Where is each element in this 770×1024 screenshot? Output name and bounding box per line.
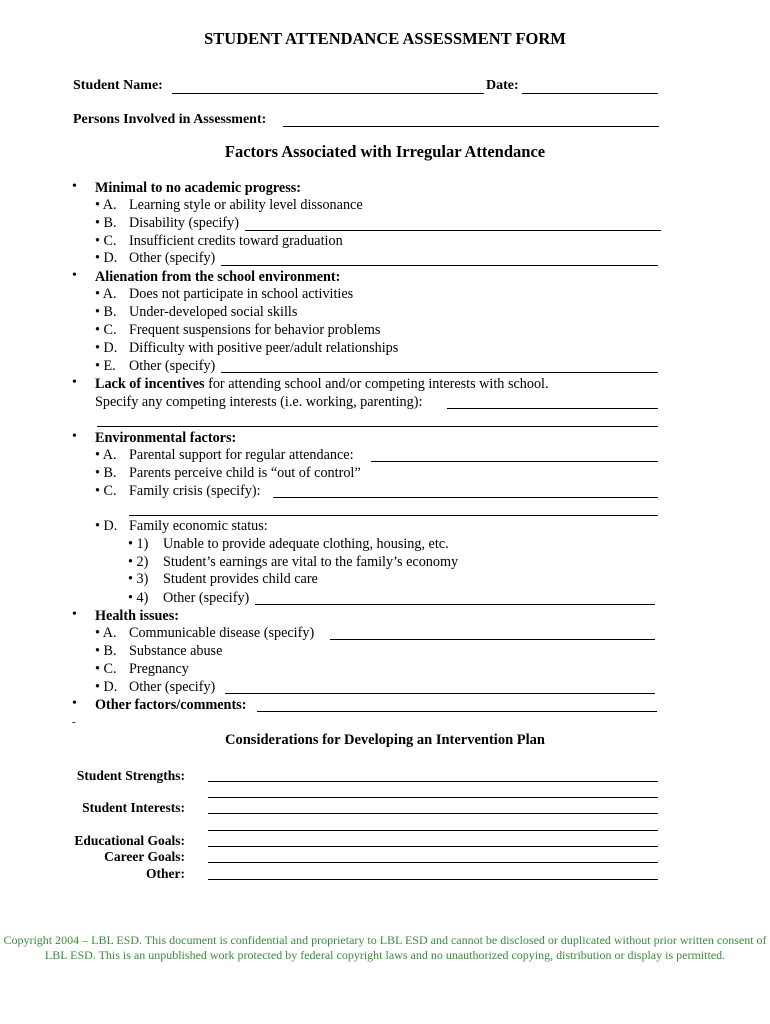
family-crisis-field-line-2[interactable] bbox=[129, 515, 658, 516]
economic-other-specify-field[interactable] bbox=[255, 604, 655, 605]
factors-section-title: Factors Associated with Irregular Attendance bbox=[224, 142, 546, 161]
environmental-item-b-text: Parents perceive child is “out of control” bbox=[129, 465, 361, 481]
other-considerations-label: Other: bbox=[146, 866, 185, 881]
economic-item-2-text: Student’s earnings are vital to the family’s economy bbox=[163, 554, 459, 570]
student-interests-field[interactable] bbox=[208, 813, 658, 814]
communicable-disease-field[interactable] bbox=[330, 639, 655, 640]
student-name-label: Student Name: bbox=[73, 78, 163, 93]
economic-item-1-text: Unable to provide adequate clothing, housing, etc. bbox=[163, 536, 449, 552]
incentives-heading-bold: Lack of incentives bbox=[95, 376, 205, 392]
alienation-item-d-letter: • D. bbox=[95, 340, 118, 356]
alienation-item-c-text: Frequent suspensions for behavior problems bbox=[129, 322, 381, 338]
health-item-d-letter: • D. bbox=[95, 679, 118, 695]
minimal-item-c-letter: • C. bbox=[95, 233, 117, 249]
minimal-other-specify-field[interactable] bbox=[221, 265, 658, 266]
environmental-item-a-letter: • A. bbox=[95, 447, 117, 463]
persons-involved-label: Persons Involved in Assessment: bbox=[73, 112, 267, 127]
health-item-a-text: Communicable disease (specify) bbox=[129, 625, 315, 641]
minimal-item-b-letter: • B. bbox=[95, 215, 117, 231]
alienation-item-c-letter: • C. bbox=[95, 322, 117, 338]
student-strengths-label: Student Strengths: bbox=[76, 768, 185, 783]
student-strengths-field[interactable] bbox=[208, 781, 658, 782]
economic-item-1-num: • 1) bbox=[128, 536, 149, 552]
competing-interests-field[interactable] bbox=[447, 408, 658, 409]
student-interests-label: Student Interests: bbox=[82, 800, 185, 815]
environmental-item-c-letter: • C. bbox=[95, 483, 117, 499]
environmental-item-d-text: Family economic status: bbox=[129, 518, 268, 534]
environmental-heading: Environmental factors: bbox=[95, 430, 237, 446]
alienation-item-b-letter: • B. bbox=[95, 304, 117, 320]
economic-item-4-text: Other (specify) bbox=[163, 590, 250, 606]
minimal-item-c-text: Insufficient credits toward graduation bbox=[129, 233, 343, 249]
bullet-icon: • bbox=[72, 375, 77, 390]
health-item-d-text: Other (specify) bbox=[129, 679, 216, 695]
other-factors-label: Other factors/comments: bbox=[95, 697, 247, 713]
incentives-heading-rest: for attending school and/or competing interests with school. bbox=[204, 376, 549, 392]
minimal-progress-heading: Minimal to no academic progress: bbox=[95, 180, 301, 196]
competing-interests-field-line-2[interactable] bbox=[97, 426, 658, 427]
alienation-item-a-letter: • A. bbox=[95, 286, 117, 302]
environmental-item-c-text: Family crisis (specify): bbox=[129, 483, 261, 499]
bullet-icon: • bbox=[72, 179, 77, 194]
disability-specify-field[interactable] bbox=[245, 230, 661, 231]
alienation-heading: Alienation from the school environment: bbox=[95, 269, 341, 285]
date-label: Date: bbox=[486, 78, 519, 93]
economic-item-3-text: Student provides child care bbox=[163, 571, 318, 587]
alienation-item-a-text: Does not participate in school activities bbox=[129, 286, 354, 302]
other-considerations-field[interactable] bbox=[208, 879, 658, 880]
educational-goals-label: Educational Goals: bbox=[74, 833, 185, 848]
educational-goals-field[interactable] bbox=[208, 846, 658, 847]
bullet-icon: • bbox=[72, 696, 77, 711]
alienation-item-d-text: Difficulty with positive peer/adult relationships bbox=[129, 340, 399, 356]
economic-item-3-num: • 3) bbox=[128, 571, 149, 587]
career-goals-label: Career Goals: bbox=[104, 849, 185, 864]
environmental-item-d-letter: • D. bbox=[95, 518, 118, 534]
minimal-item-b-text: Disability (specify) bbox=[129, 215, 239, 231]
alienation-item-e-letter: • E. bbox=[95, 358, 116, 374]
considerations-title: Considerations for Developing an Intervention Plan bbox=[225, 732, 545, 748]
alienation-other-specify-field[interactable] bbox=[221, 372, 658, 373]
career-goals-field[interactable] bbox=[208, 862, 658, 863]
alienation-item-b-text: Under-developed social skills bbox=[129, 304, 298, 320]
alienation-item-e-text: Other (specify) bbox=[129, 358, 216, 374]
stray-dash: - bbox=[72, 716, 76, 728]
health-heading: Health issues: bbox=[95, 608, 179, 624]
bullet-icon: • bbox=[72, 268, 77, 283]
environmental-item-a-text: Parental support for regular attendance: bbox=[129, 447, 354, 463]
parental-support-field[interactable] bbox=[371, 461, 658, 462]
copyright-footer: Copyright 2004 – LBL ESD. This document is confidential and proprietary to LBL ESD and cannot be disclosed or duplicated without prior written consent of LBL ESD. This is an unpublished work protected by federal copyright laws and no unauthorized copying, distribution or display is permitted. bbox=[3, 933, 767, 962]
bullet-icon: • bbox=[72, 607, 77, 622]
bullet-icon: • bbox=[72, 429, 77, 444]
persons-involved-field[interactable] bbox=[283, 126, 659, 127]
environmental-item-b-letter: • B. bbox=[95, 465, 117, 481]
student-interests-field-line-2[interactable] bbox=[208, 830, 658, 831]
competing-interests-label: Specify any competing interests (i.e. working, parenting): bbox=[95, 394, 423, 410]
date-field[interactable] bbox=[522, 93, 658, 94]
form-title: STUDENT ATTENDANCE ASSESSMENT FORM bbox=[204, 29, 566, 48]
minimal-item-d-text: Other (specify) bbox=[129, 250, 216, 266]
minimal-item-a-letter: • A. bbox=[95, 197, 117, 213]
health-item-a-letter: • A. bbox=[95, 625, 117, 641]
economic-item-4-num: • 4) bbox=[128, 590, 149, 606]
health-item-c-text: Pregnancy bbox=[129, 661, 189, 677]
incentives-heading bbox=[95, 376, 549, 393]
minimal-item-d-letter: • D. bbox=[95, 250, 118, 266]
family-crisis-field[interactable] bbox=[273, 497, 658, 498]
health-item-b-text: Substance abuse bbox=[129, 643, 223, 659]
minimal-item-a-text: Learning style or ability level dissonance bbox=[129, 197, 363, 213]
health-item-c-letter: • C. bbox=[95, 661, 117, 677]
health-item-b-letter: • B. bbox=[95, 643, 117, 659]
student-strengths-field-line-2[interactable] bbox=[208, 797, 658, 798]
other-factors-field[interactable] bbox=[257, 711, 657, 712]
economic-item-2-num: • 2) bbox=[128, 554, 149, 570]
health-other-specify-field[interactable] bbox=[225, 693, 655, 694]
student-name-field[interactable] bbox=[172, 93, 484, 94]
